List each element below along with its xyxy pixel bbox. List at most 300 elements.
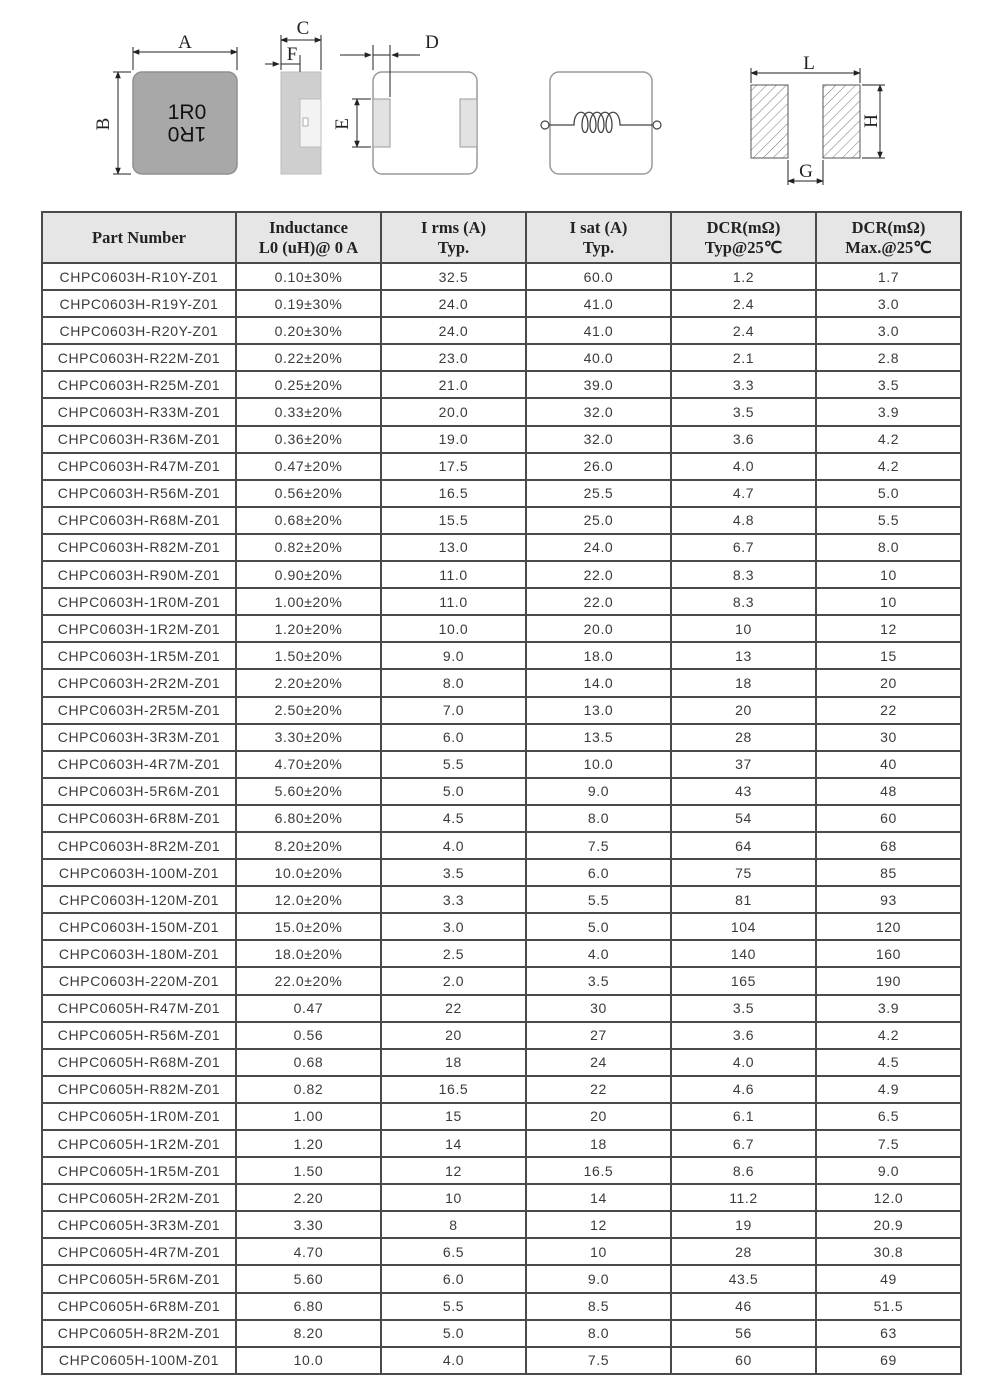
table-row: [42, 561, 961, 588]
cell-isat: 12: [526, 1211, 671, 1238]
cell-dcr-max: 4.9: [816, 1076, 961, 1103]
cell-isat: 60.0: [526, 263, 671, 290]
table-row: [42, 1238, 961, 1265]
table-row: [42, 615, 961, 642]
cell-irms: 32.5: [381, 263, 526, 290]
cell-irms: 5.0: [381, 1320, 526, 1347]
cell-isat: 22.0: [526, 588, 671, 615]
cell-dcr-typ: 6.7: [671, 534, 816, 561]
cell-dcr-typ: 54: [671, 805, 816, 832]
cell-irms: 5.0: [381, 778, 526, 805]
cell-dcr-max: 12: [816, 615, 961, 642]
cell-irms: 6.0: [381, 724, 526, 751]
table-row: [42, 588, 961, 615]
cell-part-number: CHPC0605H-6R8M-Z01: [42, 1293, 236, 1320]
cell-dcr-max: 12.0: [816, 1184, 961, 1211]
cell-part-number: CHPC0605H-2R2M-Z01: [42, 1184, 236, 1211]
cell-part-number: CHPC0603H-R82M-Z01: [42, 534, 236, 561]
cell-isat: 32.0: [526, 398, 671, 425]
cell-irms: 10: [381, 1184, 526, 1211]
bottom-view-drawing: [332, 32, 477, 174]
table-row: [42, 669, 961, 696]
cell-inductance: 3.30±20%: [236, 724, 381, 751]
cell-inductance: 0.82±20%: [236, 534, 381, 561]
header-dcr-max: DCR(mΩ) Max.@25℃: [816, 212, 961, 263]
table-row: [42, 832, 961, 859]
cell-inductance: 10.0: [236, 1347, 381, 1374]
cell-inductance: 10.0±20%: [236, 859, 381, 886]
cell-dcr-typ: 20: [671, 697, 816, 724]
dim-label-h: H: [861, 114, 882, 128]
cell-inductance: 0.47: [236, 995, 381, 1022]
cell-dcr-typ: 75: [671, 859, 816, 886]
cell-dcr-max: 120: [816, 913, 961, 940]
cell-dcr-typ: 18: [671, 669, 816, 696]
cell-isat: 10: [526, 1238, 671, 1265]
cell-dcr-typ: 3.3: [671, 371, 816, 398]
cell-dcr-typ: 28: [671, 1238, 816, 1265]
cell-dcr-max: 15: [816, 642, 961, 669]
cell-irms: 3.3: [381, 886, 526, 913]
header-isat: I sat (A) Typ.: [526, 212, 671, 263]
cell-dcr-max: 85: [816, 859, 961, 886]
cell-dcr-typ: 81: [671, 886, 816, 913]
cell-inductance: 0.90±20%: [236, 561, 381, 588]
cell-isat: 9.0: [526, 1265, 671, 1292]
table-row: [42, 859, 961, 886]
cell-inductance: 0.10±30%: [236, 263, 381, 290]
dim-label-f: F: [286, 44, 298, 65]
cell-part-number: CHPC0603H-120M-Z01: [42, 886, 236, 913]
cell-part-number: CHPC0605H-8R2M-Z01: [42, 1320, 236, 1347]
table-row: [42, 1265, 961, 1292]
cell-inductance: 2.50±20%: [236, 697, 381, 724]
cell-irms: 7.0: [381, 697, 526, 724]
cell-irms: 24.0: [381, 290, 526, 317]
cell-part-number: CHPC0603H-150M-Z01: [42, 913, 236, 940]
table-row: [42, 913, 961, 940]
cell-irms: 18: [381, 1049, 526, 1076]
cell-dcr-typ: 3.6: [671, 426, 816, 453]
cell-part-number: CHPC0605H-5R6M-Z01: [42, 1265, 236, 1292]
cell-isat: 13.5: [526, 724, 671, 751]
cell-isat: 8.0: [526, 805, 671, 832]
cell-part-number: CHPC0605H-1R5M-Z01: [42, 1157, 236, 1184]
cell-dcr-typ: 1.2: [671, 263, 816, 290]
cell-dcr-typ: 3.5: [671, 995, 816, 1022]
table-row: [42, 480, 961, 507]
table-row: [42, 886, 961, 913]
cell-inductance: 0.25±20%: [236, 371, 381, 398]
cell-isat: 22: [526, 1076, 671, 1103]
dim-label-d: D: [425, 32, 439, 53]
cell-dcr-typ: 4.0: [671, 1049, 816, 1076]
cell-inductance: 12.0±20%: [236, 886, 381, 913]
dim-label-c: C: [296, 18, 310, 39]
cell-part-number: CHPC0603H-R22M-Z01: [42, 344, 236, 371]
cell-inductance: 1.20±20%: [236, 615, 381, 642]
cell-part-number: CHPC0605H-R56M-Z01: [42, 1022, 236, 1049]
cell-dcr-typ: 4.7: [671, 480, 816, 507]
table-row: [42, 1049, 961, 1076]
cell-dcr-typ: 10: [671, 615, 816, 642]
cell-isat: 40.0: [526, 344, 671, 371]
table-row: [42, 940, 961, 967]
cell-dcr-max: 60: [816, 805, 961, 832]
cell-part-number: CHPC0603H-R47M-Z01: [42, 453, 236, 480]
cell-isat: 25.5: [526, 480, 671, 507]
cell-isat: 26.0: [526, 453, 671, 480]
cell-dcr-max: 3.0: [816, 317, 961, 344]
cell-part-number: CHPC0603H-R20Y-Z01: [42, 317, 236, 344]
cell-dcr-typ: 19: [671, 1211, 816, 1238]
cell-isat: 6.0: [526, 859, 671, 886]
cell-isat: 10.0: [526, 751, 671, 778]
table-row: [42, 263, 961, 290]
cell-dcr-max: 40: [816, 751, 961, 778]
cell-dcr-typ: 2.4: [671, 290, 816, 317]
cell-isat: 9.0: [526, 778, 671, 805]
cell-dcr-typ: 8.6: [671, 1157, 816, 1184]
table-row: [42, 398, 961, 425]
cell-dcr-typ: 104: [671, 913, 816, 940]
cell-inductance: 15.0±20%: [236, 913, 381, 940]
cell-dcr-typ: 3.6: [671, 1022, 816, 1049]
cell-part-number: CHPC0603H-180M-Z01: [42, 940, 236, 967]
cell-irms: 8: [381, 1211, 526, 1238]
cell-irms: 8.0: [381, 669, 526, 696]
cell-part-number: CHPC0603H-1R0M-Z01: [42, 588, 236, 615]
inductor-schematic: [541, 72, 661, 174]
land-pattern-drawing: [751, 53, 885, 185]
cell-dcr-max: 2.8: [816, 344, 961, 371]
cell-isat: 20: [526, 1103, 671, 1130]
cell-part-number: CHPC0605H-R82M-Z01: [42, 1076, 236, 1103]
cell-isat: 22.0: [526, 561, 671, 588]
cell-irms: 19.0: [381, 426, 526, 453]
cell-irms: 11.0: [381, 561, 526, 588]
cell-irms: 6.5: [381, 1238, 526, 1265]
cell-dcr-max: 30.8: [816, 1238, 961, 1265]
cell-isat: 5.5: [526, 886, 671, 913]
cell-part-number: CHPC0603H-R68M-Z01: [42, 507, 236, 534]
cell-irms: 21.0: [381, 371, 526, 398]
cell-part-number: CHPC0603H-220M-Z01: [42, 967, 236, 994]
cell-part-number: CHPC0605H-3R3M-Z01: [42, 1211, 236, 1238]
cell-dcr-typ: 8.3: [671, 561, 816, 588]
cell-dcr-max: 5.5: [816, 507, 961, 534]
cell-inductance: 6.80: [236, 1293, 381, 1320]
cell-irms: 2.5: [381, 940, 526, 967]
cell-part-number: CHPC0603H-R19Y-Z01: [42, 290, 236, 317]
cell-dcr-max: 3.9: [816, 398, 961, 425]
cell-dcr-max: 63: [816, 1320, 961, 1347]
cell-dcr-max: 4.5: [816, 1049, 961, 1076]
dim-label-l: L: [803, 53, 815, 74]
cell-dcr-max: 93: [816, 886, 961, 913]
side-view-drawing: [265, 18, 321, 174]
cell-dcr-typ: 6.1: [671, 1103, 816, 1130]
dimension-drawings: [0, 0, 1000, 205]
table-row: [42, 1293, 961, 1320]
cell-part-number: CHPC0603H-100M-Z01: [42, 859, 236, 886]
cell-isat: 18: [526, 1130, 671, 1157]
cell-irms: 3.5: [381, 859, 526, 886]
cell-dcr-typ: 3.5: [671, 398, 816, 425]
cell-inductance: 0.56±20%: [236, 480, 381, 507]
dim-label-g: G: [799, 161, 813, 182]
table-row: [42, 1022, 961, 1049]
cell-dcr-typ: 8.3: [671, 588, 816, 615]
cell-part-number: CHPC0603H-3R3M-Z01: [42, 724, 236, 751]
cell-isat: 14: [526, 1184, 671, 1211]
cell-irms: 16.5: [381, 480, 526, 507]
cell-dcr-typ: 11.2: [671, 1184, 816, 1211]
cell-part-number: CHPC0605H-1R0M-Z01: [42, 1103, 236, 1130]
cell-part-number: CHPC0605H-R68M-Z01: [42, 1049, 236, 1076]
cell-dcr-typ: 2.1: [671, 344, 816, 371]
cell-irms: 20.0: [381, 398, 526, 425]
cell-irms: 17.5: [381, 453, 526, 480]
cell-irms: 4.0: [381, 832, 526, 859]
cell-part-number: CHPC0603H-1R2M-Z01: [42, 615, 236, 642]
table-header-row: [42, 212, 961, 263]
cell-isat: 41.0: [526, 290, 671, 317]
inductor-spec-table: [41, 211, 962, 1375]
cell-isat: 27: [526, 1022, 671, 1049]
cell-dcr-max: 68: [816, 832, 961, 859]
cell-dcr-typ: 56: [671, 1320, 816, 1347]
cell-part-number: CHPC0603H-1R5M-Z01: [42, 642, 236, 669]
cell-inductance: 0.36±20%: [236, 426, 381, 453]
cell-isat: 7.5: [526, 1347, 671, 1374]
cell-part-number: CHPC0603H-8R2M-Z01: [42, 832, 236, 859]
table-row: [42, 344, 961, 371]
cell-isat: 5.0: [526, 913, 671, 940]
cell-dcr-max: 160: [816, 940, 961, 967]
header-inductance: Inductance L0 (uH)@ 0 A: [236, 212, 381, 263]
cell-inductance: 1.50: [236, 1157, 381, 1184]
table-row: [42, 1211, 961, 1238]
cell-dcr-max: 5.0: [816, 480, 961, 507]
cell-dcr-max: 30: [816, 724, 961, 751]
cell-dcr-max: 10: [816, 561, 961, 588]
cell-isat: 13.0: [526, 697, 671, 724]
table-row: [42, 1184, 961, 1211]
cell-dcr-typ: 64: [671, 832, 816, 859]
cell-isat: 25.0: [526, 507, 671, 534]
dim-label-a: A: [178, 32, 192, 53]
cell-irms: 20: [381, 1022, 526, 1049]
cell-dcr-max: 10: [816, 588, 961, 615]
cell-part-number: CHPC0603H-2R5M-Z01: [42, 697, 236, 724]
cell-inductance: 4.70±20%: [236, 751, 381, 778]
cell-dcr-max: 8.0: [816, 534, 961, 561]
cell-inductance: 0.68: [236, 1049, 381, 1076]
cell-part-number: CHPC0603H-R36M-Z01: [42, 426, 236, 453]
part-marking-mirrored: 1R0: [167, 122, 207, 145]
cell-inductance: 5.60: [236, 1265, 381, 1292]
table-row: [42, 371, 961, 398]
cell-irms: 16.5: [381, 1076, 526, 1103]
cell-part-number: CHPC0605H-4R7M-Z01: [42, 1238, 236, 1265]
table-row: [42, 1320, 961, 1347]
cell-part-number: CHPC0603H-R56M-Z01: [42, 480, 236, 507]
table-row: [42, 967, 961, 994]
cell-isat: 8.0: [526, 1320, 671, 1347]
cell-inductance: 0.56: [236, 1022, 381, 1049]
dim-label-e: E: [332, 118, 353, 130]
top-view-drawing: [93, 32, 237, 174]
cell-dcr-max: 20: [816, 669, 961, 696]
cell-part-number: CHPC0603H-R25M-Z01: [42, 371, 236, 398]
cell-dcr-typ: 37: [671, 751, 816, 778]
cell-irms: 5.5: [381, 1293, 526, 1320]
cell-inductance: 1.00: [236, 1103, 381, 1130]
cell-irms: 22: [381, 995, 526, 1022]
cell-dcr-typ: 4.8: [671, 507, 816, 534]
cell-inductance: 6.80±20%: [236, 805, 381, 832]
table-row: [42, 1103, 961, 1130]
table-row: [42, 534, 961, 561]
cell-isat: 16.5: [526, 1157, 671, 1184]
cell-irms: 23.0: [381, 344, 526, 371]
table-row: [42, 426, 961, 453]
cell-dcr-max: 7.5: [816, 1130, 961, 1157]
table-row: [42, 697, 961, 724]
cell-irms: 15.5: [381, 507, 526, 534]
cell-dcr-max: 3.5: [816, 371, 961, 398]
cell-irms: 14: [381, 1130, 526, 1157]
cell-isat: 30: [526, 995, 671, 1022]
cell-isat: 7.5: [526, 832, 671, 859]
cell-dcr-typ: 13: [671, 642, 816, 669]
cell-dcr-typ: 46: [671, 1293, 816, 1320]
cell-part-number: CHPC0605H-1R2M-Z01: [42, 1130, 236, 1157]
cell-dcr-max: 22: [816, 697, 961, 724]
cell-dcr-max: 9.0: [816, 1157, 961, 1184]
cell-irms: 12: [381, 1157, 526, 1184]
cell-isat: 32.0: [526, 426, 671, 453]
table-row: [42, 778, 961, 805]
header-dcr-typ: DCR(mΩ) Typ@25℃: [671, 212, 816, 263]
header-part-number: Part Number: [42, 212, 236, 263]
cell-part-number: CHPC0603H-2R2M-Z01: [42, 669, 236, 696]
table-row: [42, 642, 961, 669]
cell-inductance: 0.47±20%: [236, 453, 381, 480]
cell-inductance: 1.50±20%: [236, 642, 381, 669]
cell-dcr-typ: 43: [671, 778, 816, 805]
cell-isat: 39.0: [526, 371, 671, 398]
cell-inductance: 4.70: [236, 1238, 381, 1265]
cell-inductance: 0.33±20%: [236, 398, 381, 425]
cell-isat: 14.0: [526, 669, 671, 696]
cell-isat: 24.0: [526, 534, 671, 561]
cell-inductance: 8.20: [236, 1320, 381, 1347]
cell-inductance: 8.20±20%: [236, 832, 381, 859]
cell-inductance: 0.68±20%: [236, 507, 381, 534]
cell-dcr-typ: 165: [671, 967, 816, 994]
table-row: [42, 1157, 961, 1184]
table-row: [42, 1076, 961, 1103]
cell-dcr-max: 4.2: [816, 1022, 961, 1049]
cell-irms: 24.0: [381, 317, 526, 344]
cell-irms: 13.0: [381, 534, 526, 561]
cell-irms: 10.0: [381, 615, 526, 642]
table-row: [42, 1130, 961, 1157]
cell-dcr-max: 4.2: [816, 426, 961, 453]
cell-irms: 9.0: [381, 642, 526, 669]
cell-inductance: 2.20: [236, 1184, 381, 1211]
cell-inductance: 5.60±20%: [236, 778, 381, 805]
cell-inductance: 0.82: [236, 1076, 381, 1103]
cell-dcr-typ: 28: [671, 724, 816, 751]
cell-inductance: 0.22±20%: [236, 344, 381, 371]
cell-dcr-max: 190: [816, 967, 961, 994]
cell-inductance: 22.0±20%: [236, 967, 381, 994]
cell-inductance: 18.0±20%: [236, 940, 381, 967]
cell-part-number: CHPC0605H-R47M-Z01: [42, 995, 236, 1022]
cell-isat: 41.0: [526, 317, 671, 344]
cell-dcr-max: 48: [816, 778, 961, 805]
dim-label-b: B: [93, 117, 114, 131]
header-irms: I rms (A) Typ.: [381, 212, 526, 263]
cell-part-number: CHPC0603H-5R6M-Z01: [42, 778, 236, 805]
table-row: [42, 1347, 961, 1374]
cell-isat: 18.0: [526, 642, 671, 669]
table-row: [42, 453, 961, 480]
cell-dcr-max: 49: [816, 1265, 961, 1292]
cell-inductance: 3.30: [236, 1211, 381, 1238]
cell-part-number: CHPC0603H-6R8M-Z01: [42, 805, 236, 832]
table-row: [42, 751, 961, 778]
cell-dcr-typ: 4.6: [671, 1076, 816, 1103]
cell-isat: 8.5: [526, 1293, 671, 1320]
cell-dcr-max: 3.0: [816, 290, 961, 317]
cell-isat: 3.5: [526, 967, 671, 994]
cell-irms: 5.5: [381, 751, 526, 778]
cell-irms: 11.0: [381, 588, 526, 615]
cell-part-number: CHPC0603H-R33M-Z01: [42, 398, 236, 425]
table-row: [42, 995, 961, 1022]
cell-irms: 3.0: [381, 913, 526, 940]
cell-inductance: 1.00±20%: [236, 588, 381, 615]
cell-part-number: CHPC0603H-4R7M-Z01: [42, 751, 236, 778]
cell-dcr-typ: 43.5: [671, 1265, 816, 1292]
cell-inductance: 0.20±30%: [236, 317, 381, 344]
cell-dcr-max: 3.9: [816, 995, 961, 1022]
cell-irms: 15: [381, 1103, 526, 1130]
cell-inductance: 2.20±20%: [236, 669, 381, 696]
cell-inductance: 1.20: [236, 1130, 381, 1157]
table-row: [42, 805, 961, 832]
cell-dcr-max: 51.5: [816, 1293, 961, 1320]
cell-dcr-typ: 6.7: [671, 1130, 816, 1157]
cell-dcr-max: 69: [816, 1347, 961, 1374]
cell-irms: 4.0: [381, 1347, 526, 1374]
table-row: [42, 317, 961, 344]
cell-inductance: 0.19±30%: [236, 290, 381, 317]
cell-dcr-typ: 60: [671, 1347, 816, 1374]
cell-irms: 6.0: [381, 1265, 526, 1292]
cell-isat: 20.0: [526, 615, 671, 642]
cell-dcr-max: 6.5: [816, 1103, 961, 1130]
cell-dcr-max: 4.2: [816, 453, 961, 480]
table-row: [42, 507, 961, 534]
cell-dcr-typ: 140: [671, 940, 816, 967]
cell-dcr-max: 1.7: [816, 263, 961, 290]
cell-part-number: CHPC0603H-R90M-Z01: [42, 561, 236, 588]
